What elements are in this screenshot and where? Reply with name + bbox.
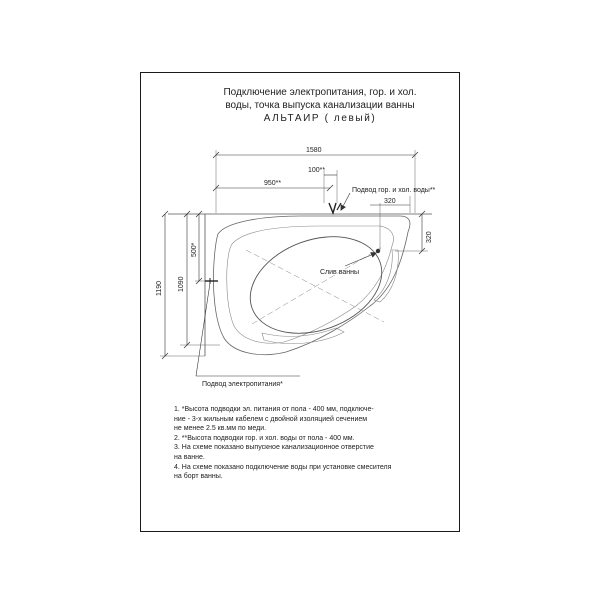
- dim-100-label: 100**: [308, 167, 326, 174]
- drain-point: [376, 249, 380, 253]
- note-line: ние - 3-х жильным кабелем с двойной изоляцией сечением: [174, 415, 368, 423]
- drain-label: Слив ванны: [320, 269, 360, 276]
- power-label: Подвод электропитания*: [202, 381, 283, 388]
- water-leader: [341, 193, 350, 210]
- bath-seat: [262, 328, 344, 344]
- title-line-1: Подключение электропитания, гор. и хол.: [223, 87, 417, 98]
- dim-1090-label: 1090: [178, 276, 185, 292]
- dim-320v-label: 320: [426, 231, 433, 243]
- dim-950-label: 950**: [264, 180, 282, 187]
- note-line: на борт ванны.: [174, 473, 223, 481]
- dim-1190-label: 1190: [156, 280, 163, 296]
- dim-1580-label: 1580: [306, 147, 322, 154]
- title-line-2: воды, точка выпуска канализации ванны: [225, 100, 415, 111]
- water-supply-marker-1: [329, 203, 336, 213]
- note-line: не менее 2.5 кв.мм по меди.: [174, 425, 267, 433]
- dim-320h-label: 320: [384, 198, 396, 205]
- water-supply-marker-2: [337, 203, 341, 210]
- power-leader: [196, 283, 210, 376]
- title-line-3: АЛЬТАИР ( левый): [263, 113, 377, 124]
- note-line: на ванне.: [174, 453, 205, 461]
- note-line: 4. На схеме показано подключение воды при установке смесителя: [174, 463, 392, 471]
- note-line: 2. **Высота подводки гор. и хол. воды от пола - 400 мм.: [174, 434, 355, 442]
- bath-bowl: [237, 219, 396, 350]
- notes-block: [174, 405, 444, 482]
- bath-outer-contour: [213, 216, 410, 355]
- bath-inner-rim: [227, 226, 394, 343]
- drain-leader: [345, 253, 376, 266]
- water-label: Подвод гор. и хол. воды**: [352, 187, 436, 194]
- note-line: 1. *Высота подводки эл. питания от пола - 400 мм, подключе-: [174, 406, 374, 413]
- note-line: 3. На схеме показано выпускное канализационное отверстие: [174, 444, 374, 452]
- bath-side-panel: [374, 250, 398, 302]
- dim-500-label: 500*: [191, 242, 198, 257]
